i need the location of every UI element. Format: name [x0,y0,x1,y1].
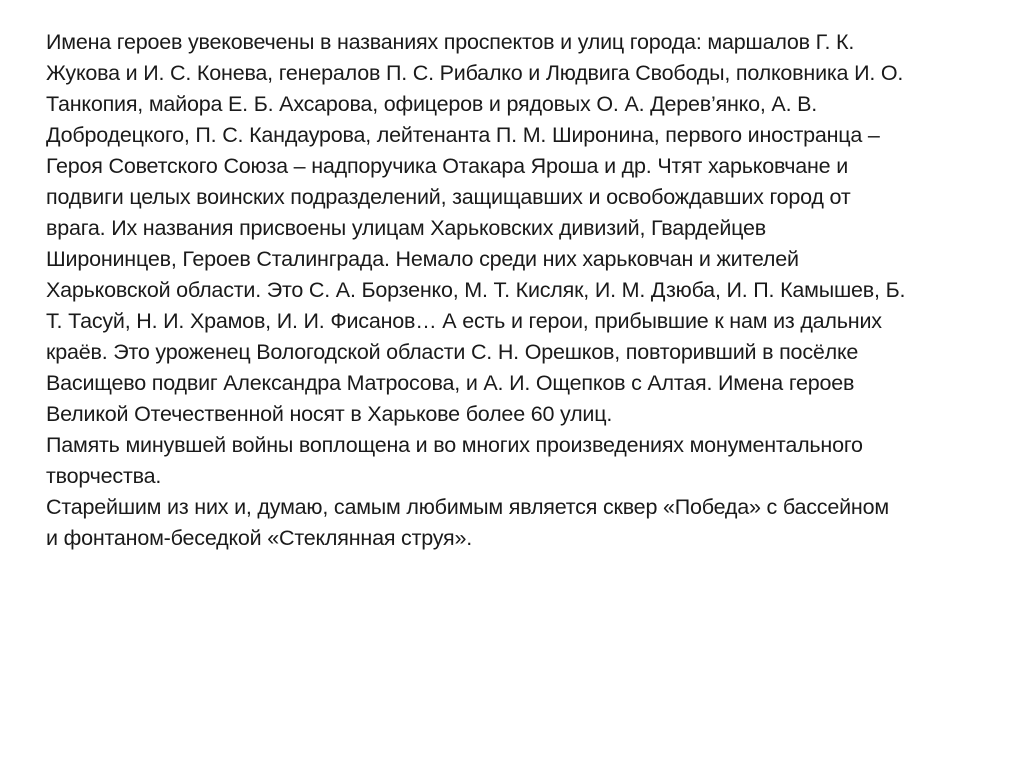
text-line: Т. Тасуй, Н. И. Храмов, И. И. Фисанов… А есть и герои, прибывшие к нам из дальних [46,309,882,333]
text-line: Харьковской области. Это С. А. Борзенко, М. Т. Кисляк, И. М. Дзюба, И. П. Камышев, Б. [46,278,906,302]
text-line: краёв. Это уроженец Вологодской области С. Н. Орешков, повторивший в посёлке [46,340,859,364]
text-line: Память минувшей войны воплощена и во многих произведениях монументального [46,433,863,457]
text-line: Великой Отечественной носят в Харькове более 60 улиц. [46,402,613,426]
text-line: и фонтаном-беседкой «Стеклянная струя». [46,526,473,550]
paragraph-1 [46,27,996,430]
text-line: Васищево подвиг Александра Матросова, и А. И. Ощепков с Алтая. Имена героев [46,371,855,395]
text-line: Старейшим из них и, думаю, самым любимым является сквер «Победа» с бассейном [46,495,889,519]
text-line: Имена героев увековечены в названиях проспектов и улиц города: маршалов Г. К. [46,30,855,54]
text-line: Танкопия, майора Е. Б. Ахсарова, офицеров и рядовых О. А. Дерев’янко, А. В. [46,92,818,116]
text-line: Жукова и И. С. Конева, генералов П. С. Рибалко и Людвига Свободы, полковника И. О. [46,61,904,85]
text-line: Героя Советского Союза – надпоручика Отакара Яроша и др. Чтят харьковчане и [46,154,849,178]
text-line: Широнинцев, Героев Сталинграда. Немало среди них харьковчан и жителей [46,247,799,271]
body-text [46,27,996,554]
paragraph-2 [46,430,996,492]
text-line: врага. Их названия присвоены улицам Харьковских дивизий, Гвардейцев [46,216,767,240]
text-line: подвиги целых воинских подразделений, защищавших и освобождавших город от [46,185,851,209]
text-line: Добродецкого, П. С. Кандаурова, лейтенанта П. М. Широнина, первого иностранца – [46,123,880,147]
paragraph-3 [46,492,996,554]
text-line: творчества. [46,464,162,488]
